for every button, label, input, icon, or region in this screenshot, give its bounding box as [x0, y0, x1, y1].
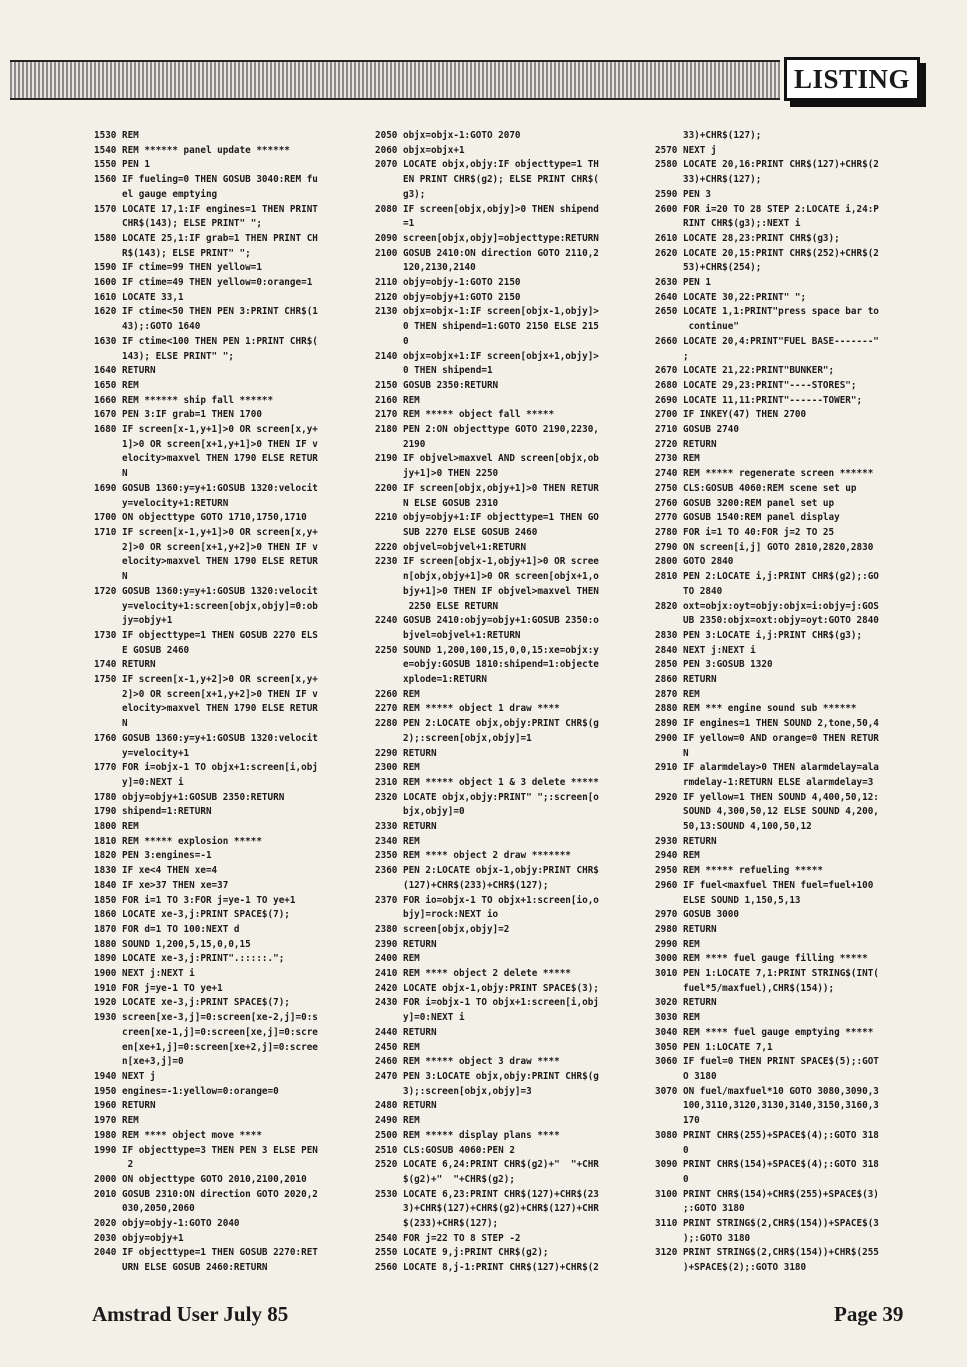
code-line: 1720 GOSUB 1360:y=y+1:GOSUB 1320:velocit	[94, 585, 318, 597]
listing-badge: LISTING	[784, 57, 920, 101]
code-line: 2620 LOCATE 20,15:PRINT CHR$(252)+CHR$(2	[655, 247, 879, 259]
code-line: 3100 PRINT CHR$(154)+CHR$(255)+SPACE$(3)	[655, 1188, 879, 1200]
page-number: Page 39	[834, 1302, 904, 1326]
code-line: $(233)+CHR$(127);	[375, 1218, 499, 1230]
code-line: 1580 LOCATE 25,1:IF grab=1 THEN PRINT CH	[94, 232, 318, 244]
code-line: 2510 CLS:GOSUB 4060:PEN 2	[375, 1144, 515, 1156]
code-line: 3030 REM	[655, 1012, 700, 1024]
code-line: 3);:screen[objx,objy]=3	[375, 1085, 532, 1097]
code-line: n[objx,objy+1]>0 OR screen[objx+1,o	[375, 571, 599, 583]
code-line: 2840 NEXT j:NEXT i	[655, 644, 756, 656]
code-line: 2260 REM	[375, 688, 420, 700]
code-line: continue"	[655, 321, 739, 333]
code-line: fuel*5/maxfuel),CHR$(154));	[655, 982, 835, 994]
code-line: =1	[375, 218, 415, 230]
code-line: 2000 ON objecttype GOTO 2010,2100,2010	[94, 1173, 307, 1185]
code-line: 2300 REM	[375, 762, 420, 774]
code-line: 1960 RETURN	[94, 1100, 156, 1112]
code-line: 1800 REM	[94, 821, 139, 833]
code-line: 2880 REM *** engine sound sub ******	[655, 703, 857, 715]
code-line: 50,13:SOUND 4,100,50,12	[655, 821, 812, 833]
code-line: 53)+CHR$(254);	[655, 262, 762, 274]
code-line: 2820 oxt=objx:oyt=objy:objx=i:objy=j:GOS	[655, 600, 879, 612]
code-line: ELSE SOUND 1,150,5,13	[655, 894, 801, 906]
code-line: 2020 objy=objy-1:GOTO 2040	[94, 1218, 240, 1230]
code-line: 2950 REM ***** refueling *****	[655, 865, 823, 877]
code-line: 2900 IF yellow=0 AND orange=0 THEN RETUR	[655, 732, 879, 744]
code-line: 1820 PEN 3:engines=-1	[94, 850, 212, 862]
code-line: 1680 IF screen[x-1,y+1]>0 OR screen[x,y+	[94, 424, 318, 436]
code-line: y=velocity+1	[94, 747, 190, 759]
code-line: 1570 LOCATE 17,1:IF engines=1 THEN PRINT	[94, 203, 318, 215]
code-line: 3060 IF fuel=0 THEN PRINT SPACE$(5);:GOT	[655, 1056, 879, 1068]
code-line: 1690 GOSUB 1360:y=y+1:GOSUB 1320:velocit	[94, 482, 318, 494]
code-line: 2360 PEN 2:LOCATE objx-1,objy:PRINT CHR$	[375, 865, 599, 877]
code-line: CHR$(143); ELSE PRINT" ";	[94, 218, 262, 230]
code-line: )+SPACE$(2);:GOTO 3180	[655, 1262, 807, 1274]
code-line: 1870 FOR d=1 TO 100:NEXT d	[94, 923, 240, 935]
code-line: 2410 REM **** object 2 delete *****	[375, 968, 571, 980]
code-line: 0	[655, 1144, 689, 1156]
code-line: 2190	[375, 438, 426, 450]
code-line: 143); ELSE PRINT" ";	[94, 350, 234, 362]
code-line: RINT CHR$(g3);:NEXT i	[655, 218, 801, 230]
code-line: 1590 IF ctime=99 THEN yellow=1	[94, 262, 262, 274]
code-line: bjx,objy]=0	[375, 806, 465, 818]
code-line: 1840 IF xe>37 THEN xe=37	[94, 879, 229, 891]
code-line: 2330 RETURN	[375, 821, 437, 833]
code-line: 2710 GOSUB 2740	[655, 424, 739, 436]
code-line: rmdelay-1:RETURN ELSE alarmdelay=3	[655, 776, 874, 788]
code-line: 2430 FOR i=objx-1 TO objx+1:screen[i,obj	[375, 997, 599, 1009]
code-line: 1540 REM ****** panel update ******	[94, 144, 290, 156]
code-line: 1860 LOCATE xe-3,j:PRINT SPACE$(7);	[94, 909, 290, 921]
code-line: 1970 REM	[94, 1115, 139, 1127]
code-line: 100,3110,3120,3130,3140,3150,3160,3	[655, 1100, 879, 1112]
code-line: 2150 GOSUB 2350:RETURN	[375, 379, 499, 391]
code-line: SUB 2270 ELSE GOSUB 2460	[375, 526, 538, 538]
code-line: 1660 REM ****** ship fall ******	[94, 394, 274, 406]
code-line: 2040 IF objecttype=1 THEN GOSUB 2270:RET	[94, 1247, 318, 1259]
code-line: 2160 REM	[375, 394, 420, 406]
code-line: ;:GOTO 3180	[655, 1203, 745, 1215]
code-line: jy+1]>0 THEN 2250	[375, 468, 499, 480]
code-line: 2280 PEN 2:LOCATE objx,objy:PRINT CHR$(g	[375, 718, 599, 730]
code-line: 2850 PEN 3:GOSUB 1320	[655, 659, 773, 671]
code-line: 2290 RETURN	[375, 747, 437, 759]
code-line: 1670 PEN 3:IF grab=1 THEN 1700	[94, 409, 262, 421]
code-line: 2530 LOCATE 6,23:PRINT CHR$(127)+CHR$(23	[375, 1188, 599, 1200]
code-line: 1620 IF ctime<50 THEN PEN 3:PRINT CHR$(1	[94, 306, 318, 318]
code-line: 1930 screen[xe-3,j]=0:screen[xe-2,j]=0:s	[94, 1012, 318, 1024]
code-line: 2670 LOCATE 21,22:PRINT"BUNKER";	[655, 365, 835, 377]
code-line: 2110 objy=objy-1:GOTO 2150	[375, 277, 521, 289]
code-line: 3000 REM **** fuel gauge filling *****	[655, 953, 868, 965]
code-line: 0	[375, 335, 409, 347]
code-line: 2940 REM	[655, 850, 700, 862]
code-line: 3)+CHR$(127)+CHR$(g2)+CHR$(127)+CHR	[375, 1203, 599, 1215]
code-line: en[xe+1,j]=0:screen[xe+2,j]=0:scree	[94, 1041, 318, 1053]
code-line: 1700 ON objecttype GOTO 1710,1750,1710	[94, 512, 307, 524]
code-line: 2720 RETURN	[655, 438, 717, 450]
code-line: 2230 IF screen[objx-1,objy+1]>0 OR scree	[375, 556, 599, 568]
code-line: 1]>0 OR screen[x+1,y+1]>0 THEN IF v	[94, 438, 318, 450]
code-line: 1560 IF fueling=0 THEN GOSUB 3040:REM fu	[94, 174, 318, 186]
code-line: 1650 REM	[94, 379, 139, 391]
code-line: 2830 PEN 3:LOCATE i,j:PRINT CHR$(g3);	[655, 629, 863, 641]
code-line: 2250 SOUND 1,200,100,15,0,0,15:xe=objx:y	[375, 644, 599, 656]
code-line: xplode=1:RETURN	[375, 674, 487, 686]
code-line: 2570 NEXT j	[655, 144, 717, 156]
code-line: 0 THEN shipend=1:GOTO 2150 ELSE 215	[375, 321, 599, 333]
code-line: 2470 PEN 3:LOCATE objx,objy:PRINT CHR$(g	[375, 1071, 599, 1082]
code-line: E GOSUB 2460	[94, 644, 190, 656]
code-line: O 3180	[655, 1071, 717, 1082]
code-line: 1550 PEN 1	[94, 159, 150, 171]
code-line: 1950 engines=-1:yellow=0:orange=0	[94, 1085, 279, 1097]
code-line: y=velocity+1:screen[objx,objy]=0:ob	[94, 600, 318, 612]
code-line: 2870 REM	[655, 688, 700, 700]
code-line: 2070 LOCATE objx,objy:IF objecttype=1 TH	[375, 159, 599, 171]
code-line: N	[94, 718, 128, 730]
code-line: 2630 PEN 1	[655, 277, 711, 289]
code-line: 3050 PEN 1:LOCATE 7,1	[655, 1041, 773, 1053]
code-line: 2170 REM ***** object fall *****	[375, 409, 555, 421]
code-line: 2010 GOSUB 2310:ON direction GOTO 2020,2	[94, 1188, 318, 1200]
code-line: (127)+CHR$(233)+CHR$(127);	[375, 879, 549, 891]
code-line: 2200 IF screen[objx,objy+1]>0 THEN RETUR	[375, 482, 599, 494]
code-line: 2590 PEN 3	[655, 188, 711, 200]
code-line: 2760 GOSUB 3200:REM panel set up	[655, 497, 835, 509]
code-line: 0	[655, 1173, 689, 1185]
code-line: 1750 IF screen[x-1,y+2]>0 OR screen[x,y+	[94, 674, 318, 686]
code-line: N	[94, 571, 128, 583]
code-line: 2350 REM **** object 2 draw *******	[375, 850, 571, 862]
code-line: 2920 IF yellow=1 THEN SOUND 4,400,50,12:	[655, 791, 879, 803]
code-line: EN PRINT CHR$(g2); ELSE PRINT CHR$(	[375, 174, 599, 186]
code-line: y=velocity+1:RETURN	[94, 497, 229, 509]
code-line: 1600 IF ctime=49 THEN yellow=0:orange=1	[94, 277, 313, 289]
code-line: 2910 IF alarmdelay>0 THEN alarmdelay=ala	[655, 762, 879, 774]
magazine-footer: Amstrad User July 85	[92, 1302, 289, 1326]
code-line: 2780 FOR i=1 TO 40:FOR j=2 TO 25	[655, 526, 835, 538]
code-line: 1810 REM ***** explosion *****	[94, 835, 262, 847]
code-line: 2860 RETURN	[655, 674, 717, 686]
code-line: ;	[655, 350, 689, 362]
code-line: 1790 shipend=1:RETURN	[94, 806, 212, 818]
code-line: 2520 LOCATE 6,24:PRINT CHR$(g2)+" "+CHR	[375, 1159, 599, 1171]
code-line: 1710 IF screen[x-1,y+1]>0 OR screen[x,y+	[94, 526, 318, 538]
code-line: 2500 REM ***** display plans ****	[375, 1129, 560, 1141]
code-line: 2340 REM	[375, 835, 420, 847]
listing-column-2	[375, 129, 637, 1276]
code-line: 2130 objx=objx-1:IF screen[objx-1,objy]>	[375, 306, 599, 318]
code-line: N	[655, 747, 689, 759]
code-line: 2460 REM ***** object 3 draw ****	[375, 1056, 560, 1068]
listing-column-1	[94, 129, 356, 1276]
code-line: 2120 objy=objy+1:GOTO 2150	[375, 291, 521, 303]
code-line: elocity>maxvel THEN 1790 ELSE RETUR	[94, 556, 318, 568]
code-line: elocity>maxvel THEN 1790 ELSE RETUR	[94, 703, 318, 715]
code-line: 2100 GOSUB 2410:ON direction GOTO 2110,2	[375, 247, 599, 259]
code-line: 3120 PRINT STRING$(2,CHR$(154))+CHR$(255	[655, 1247, 879, 1259]
code-line: 3040 REM **** fuel gauge emptying *****	[655, 1026, 874, 1038]
code-line: 2810 PEN 2:LOCATE i,j:PRINT CHR$(g2);:GO	[655, 571, 879, 583]
code-line: 1890 LOCATE xe-3,j:PRINT".:::::.";	[94, 953, 285, 965]
code-line: 2270 REM ***** object 1 draw ****	[375, 703, 560, 715]
code-line: el gauge emptying	[94, 188, 218, 200]
code-line: 1940 NEXT j	[94, 1071, 156, 1082]
code-line: 2540 FOR j=22 TO 8 STEP -2	[375, 1232, 521, 1244]
code-line: 2380 screen[objx,objy]=2	[375, 923, 510, 935]
code-line: 2610 LOCATE 28,23:PRINT CHR$(g3);	[655, 232, 840, 244]
code-line: 1850 FOR i=1 TO 3:FOR j=ye-1 TO ye+1	[94, 894, 296, 906]
code-line: UB 2350:objx=oxt:objy=oyt:GOTO 2840	[655, 615, 879, 627]
listing-column-3	[655, 129, 917, 1276]
code-line: 2180 PEN 2:ON objecttype GOTO 2190,2230,	[375, 424, 599, 436]
code-line: 2680 LOCATE 29,23:PRINT"----STORES";	[655, 379, 857, 391]
code-line: bjvel=objvel+1:RETURN	[375, 629, 521, 641]
code-line: 2930 RETURN	[655, 835, 717, 847]
code-line: 2210 objy=objy+1:IF objecttype=1 THEN GO	[375, 512, 599, 524]
code-line: 3020 RETURN	[655, 997, 717, 1009]
code-line: 2550 LOCATE 9,j:PRINT CHR$(g2);	[375, 1247, 549, 1259]
code-line: 3010 PEN 1:LOCATE 7,1:PRINT STRING$(INT(	[655, 968, 879, 980]
code-line: 2800 GOTO 2840	[655, 556, 734, 568]
code-line: y]=0:NEXT i	[94, 776, 184, 788]
code-line: 2220 objvel=objvel+1:RETURN	[375, 541, 527, 553]
code-line: 2400 REM	[375, 953, 420, 965]
code-line: 2320 LOCATE objx,objy:PRINT" ";:screen[o	[375, 791, 599, 803]
code-line: 2190 IF objvel>maxvel AND screen[objx,ob	[375, 453, 599, 465]
code-line: 2770 GOSUB 1540:REM panel display	[655, 512, 840, 524]
code-line: 2390 RETURN	[375, 938, 437, 950]
code-line: 2140 objx=objx+1:IF screen[objx+1,objy]>	[375, 350, 599, 362]
code-line: $(g2)+" "+CHR$(g2);	[375, 1173, 515, 1185]
code-line: 2	[94, 1159, 134, 1171]
code-line: 2250 ELSE RETURN	[375, 600, 499, 612]
code-line: 2030 objy=objy+1	[94, 1232, 184, 1244]
code-line: 2790 ON screen[i,j] GOTO 2810,2820,2830	[655, 541, 874, 553]
code-line: 2]>0 OR screen[x+1,y+2]>0 THEN IF v	[94, 541, 318, 553]
code-line: 2660 LOCATE 20,4:PRINT"FUEL BASE-------"	[655, 335, 879, 347]
code-line: R$(143); ELSE PRINT" ";	[94, 247, 251, 259]
code-line: 2730 REM	[655, 453, 700, 465]
code-line: n[xe+3,j]=0	[94, 1056, 184, 1068]
code-line: 33)+CHR$(127);	[655, 174, 762, 186]
code-line: 1990 IF objecttype=3 THEN PEN 3 ELSE PEN	[94, 1144, 318, 1156]
code-line: bjy+1]>0 THEN IF objvel>maxvel THEN	[375, 585, 599, 597]
code-line: 3080 PRINT CHR$(255)+SPACE$(4);:GOTO 318	[655, 1129, 879, 1141]
code-line: 2440 RETURN	[375, 1026, 437, 1038]
code-line: 2640 LOCATE 30,22:PRINT" ";	[655, 291, 807, 303]
code-line: 2700 IF INKEY(47) THEN 2700	[655, 409, 807, 421]
code-line: 2980 RETURN	[655, 923, 717, 935]
code-line: 1770 FOR i=objx-1 TO objx+1:screen[i,obj	[94, 762, 318, 774]
code-line: 1730 IF objecttype=1 THEN GOSUB 2270 ELS	[94, 629, 318, 641]
code-line: N	[94, 468, 128, 480]
code-line: 2580 LOCATE 20,16:PRINT CHR$(127)+CHR$(2	[655, 159, 879, 171]
code-line: N ELSE GOSUB 2310	[375, 497, 499, 509]
code-line: 1830 IF xe<4 THEN xe=4	[94, 865, 218, 877]
code-line: 2740 REM ***** regenerate screen ******	[655, 468, 874, 480]
code-line: 2090 screen[objx,objy]=objecttype:RETURN	[375, 232, 599, 244]
code-line: 3070 ON fuel/maxfuel*10 GOTO 3080,3090,3	[655, 1085, 879, 1097]
code-line: 2370 FOR io=objx-1 TO objx+1:screen[io,o	[375, 894, 599, 906]
code-line: 2650 LOCATE 1,1:PRINT"press space bar to	[655, 306, 879, 318]
code-line: 1630 IF ctime<100 THEN PEN 1:PRINT CHR$(	[94, 335, 318, 347]
code-line: 2240 GOSUB 2410:objy=objy+1:GOSUB 2350:o	[375, 615, 599, 627]
code-line: TO 2840	[655, 585, 723, 597]
code-line: 170	[655, 1115, 700, 1127]
code-line: creen[xe-1,j]=0:screen[xe,j]=0:scre	[94, 1026, 318, 1038]
code-line: 120,2130,2140	[375, 262, 476, 274]
code-line: 2450 REM	[375, 1041, 420, 1053]
code-line: 33)+CHR$(127);	[655, 130, 762, 141]
code-line: 1880 SOUND 1,200,5,15,0,0,15	[94, 938, 251, 950]
code-line: 2050 objx=objx-1:GOTO 2070	[375, 130, 521, 141]
code-line: 2960 IF fuel<maxfuel THEN fuel=fuel+100	[655, 879, 874, 891]
code-line: 2310 REM ***** object 1 & 3 delete *****	[375, 776, 599, 788]
code-line: elocity>maxvel THEN 1790 ELSE RETUR	[94, 453, 318, 465]
code-line: 2890 IF engines=1 THEN SOUND 2,tone,50,4	[655, 718, 879, 730]
code-line: 0 THEN shipend=1	[375, 365, 493, 377]
code-line: 1640 RETURN	[94, 365, 156, 377]
code-line: g3);	[375, 188, 426, 200]
code-line: 2420 LOCATE objx-1,objy:PRINT SPACE$(3);	[375, 982, 599, 994]
code-line: 1910 FOR j=ye-1 TO ye+1	[94, 982, 223, 994]
code-line: 1900 NEXT j:NEXT i	[94, 968, 195, 980]
code-line: e=objy:GOSUB 1810:shipend=1:objecte	[375, 659, 599, 671]
code-line: 1780 objy=objy+1:GOSUB 2350:RETURN	[94, 791, 285, 803]
code-line: 3110 PRINT STRING$(2,CHR$(154))+SPACE$(3	[655, 1218, 879, 1230]
code-line: 2600 FOR i=20 TO 28 STEP 2:LOCATE i,24:P	[655, 203, 879, 215]
header-halftone-band	[10, 60, 780, 100]
code-line: 2480 RETURN	[375, 1100, 437, 1112]
code-line: );:GOTO 3180	[655, 1232, 751, 1244]
code-line: 2490 REM	[375, 1115, 420, 1127]
code-line: 43);:GOTO 1640	[94, 321, 201, 333]
code-line: 1610 LOCATE 33,1	[94, 291, 184, 303]
code-line: jy=objy+1	[94, 615, 173, 627]
code-line: 2970 GOSUB 3000	[655, 909, 739, 921]
code-line: 2]>0 OR screen[x+1,y+2]>0 THEN IF v	[94, 688, 318, 700]
code-line: 1740 RETURN	[94, 659, 156, 671]
code-line: 1980 REM **** object move ****	[94, 1129, 262, 1141]
code-line: SOUND 4,300,50,12 ELSE SOUND 4,200,	[655, 806, 879, 818]
code-line: 1530 REM	[94, 130, 139, 141]
code-line: y]=0:NEXT i	[375, 1012, 465, 1024]
code-line: 030,2050,2060	[94, 1203, 195, 1215]
code-line: bjy]=rock:NEXT io	[375, 909, 499, 921]
code-line: 2080 IF screen[objx,objy]>0 THEN shipend	[375, 203, 599, 215]
code-line: 3090 PRINT CHR$(154)+SPACE$(4);:GOTO 318	[655, 1159, 879, 1171]
code-line: URN ELSE GOSUB 2460:RETURN	[94, 1262, 268, 1274]
code-line: 2990 REM	[655, 938, 700, 950]
code-line: 2750 CLS:GOSUB 4060:REM scene set up	[655, 482, 857, 494]
code-line: 2690 LOCATE 11,11:PRINT"------TOWER";	[655, 394, 863, 406]
code-line: 2);:screen[objx,objy]=1	[375, 732, 532, 744]
code-line: 1760 GOSUB 1360:y=y+1:GOSUB 1320:velocit	[94, 732, 318, 744]
code-line: 1920 LOCATE xe-3,j:PRINT SPACE$(7);	[94, 997, 290, 1009]
code-line: 2060 objx=objx+1	[375, 144, 465, 156]
code-line: 2560 LOCATE 8,j-1:PRINT CHR$(127)+CHR$(2	[375, 1262, 599, 1274]
